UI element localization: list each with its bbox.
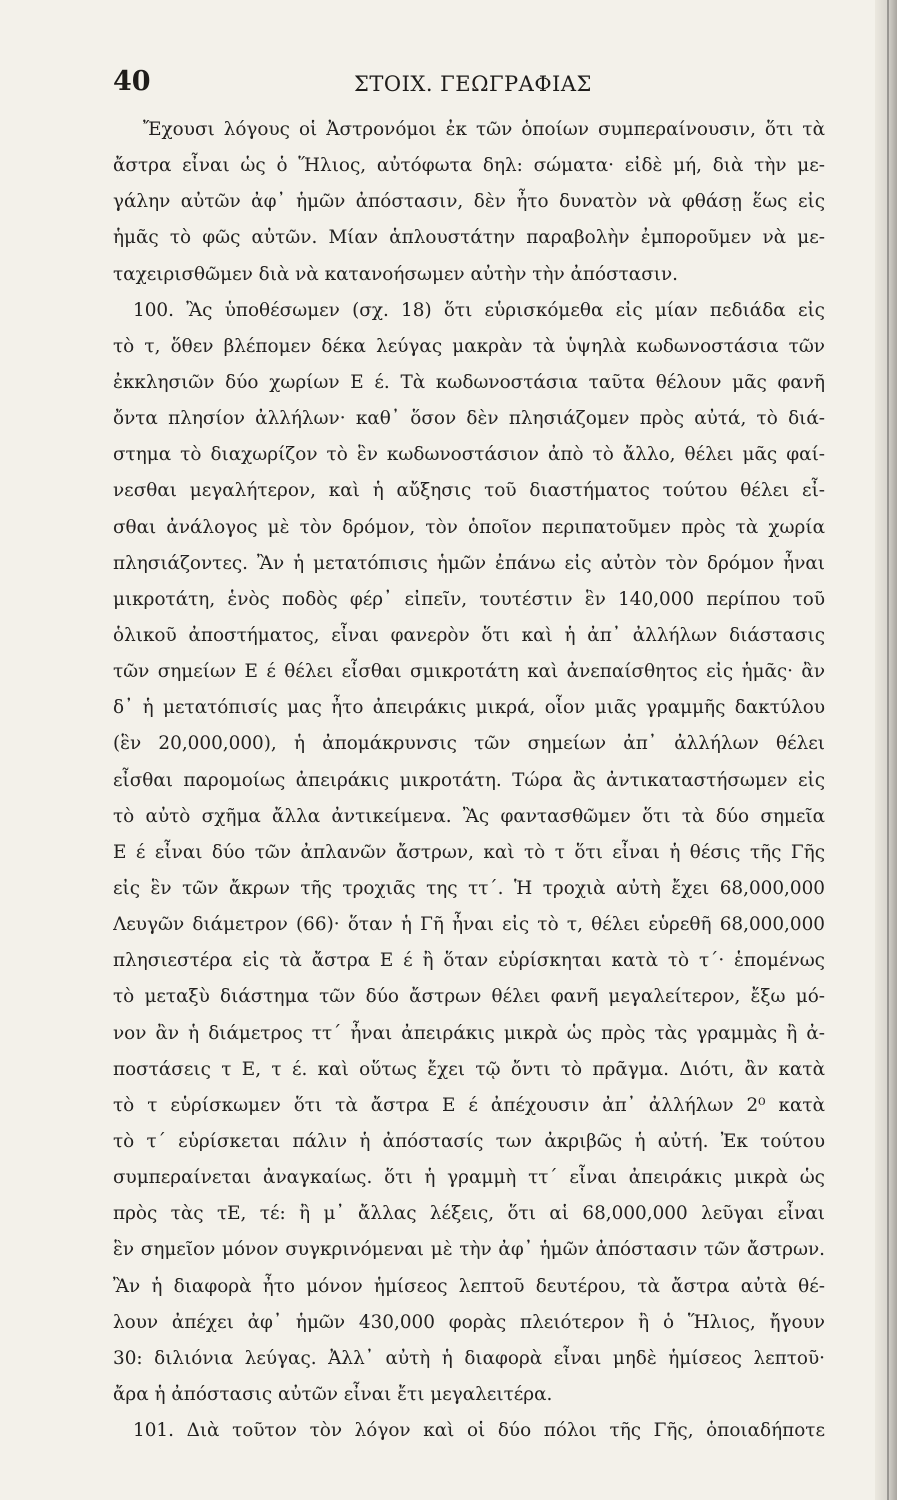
page-header [113, 66, 823, 106]
text-line: συμπεραίνεται ἀναγκαίως. ὅτι ἡ γραμμὴ ττ΄ εἶναι ἀπειράκις μικρὰ ὡς [113, 1167, 825, 1189]
paragraph-100-start: 100. Ἂς ὑποθέσωμεν (σχ. 18) ὅτι εὑρισκόμεθα εἰς μίαν πεδιάδα εἰς [133, 299, 825, 321]
text-line: ταχειρισθῶμεν διὰ νὰ κατανοήσωμεν αὐτὴν τὴν ἀπόστασιν. [113, 263, 679, 285]
page-edge-shadow [875, 0, 897, 1500]
text-line: τὸ μεταξὺ διάστημα τῶν δύο ἄστρων θέλει φανῆ μεγαλείτερον, ἔξω μό- [113, 986, 825, 1008]
text-line: ποστάσεις τ Ε, τ έ. καὶ οὕτως ἔχει τῷ ὄντι τὸ πρᾶγμα. Διότι, ἂν κατὰ [113, 1058, 825, 1080]
text-line: τὸ τ εὑρίσκωμεν ὅτι τὰ ἄστρα Ε έ ἀπέχουσιν ἀπ᾽ ἀλλήλων 2⁰ κατὰ [113, 1094, 825, 1116]
text-line: μικροτάτη, ἑνὸς ποδὸς φέρ᾽ εἰπεῖν, τουτέστιν ἓν 140,000 περίπου τοῦ [113, 588, 825, 610]
text-line: τὸ τ, ὅθεν βλέπομεν δέκα λεύγας μακρὰν τὰ ὑψηλὰ κωδωνοστάσια τῶν [113, 335, 825, 357]
text-line: γάλην αὐτῶν ἀφ᾽ ἡμῶν ἀπόστασιν, δὲν ἦτο δυνατὸν νὰ φθάσῃ ἕως εἰς [113, 191, 825, 213]
text-line: εἰς ἓν τῶν ἄκρων τῆς τροχιᾶς της ττ΄. Ἡ τροχιὰ αὐτὴ ἔχει 68,000,000 [113, 877, 825, 899]
text-line: ὁλικοῦ ἀποστήματος, εἶναι φανερὸν ὅτι καὶ ἡ ἀπ᾽ ἀλλήλων διάστασις [113, 624, 825, 646]
body-text [113, 112, 825, 1449]
text-line: λουν ἀπέχει ἀφ᾽ ἡμῶν 430,000 φορὰς πλειότερον ἢ ὁ Ἥλιος, ἤγουν [113, 1311, 825, 1333]
text-line: δ᾽ ἡ μετατόπισίς μας ἦτο ἀπειράκις μικρά, οἷον μιᾶς γραμμῆς δακτύλου [113, 697, 825, 719]
text-line: νεσθαι μεγαλήτερον, καὶ ἡ αὔξησις τοῦ διαστήματος τούτου θέλει εἶ- [113, 480, 825, 502]
text-line: τῶν σημείων Ε έ θέλει εἶσθαι σμικροτάτη καὶ ἀνεπαίσθητος εἰς ἡμᾶς· ἂν [113, 661, 825, 683]
paragraph-101-start: 101. Διὰ τοῦτον τὸν λόγον καὶ οἱ δύο πόλοι τῆς Γῆς, ὁποιαδήποτε [133, 1420, 825, 1442]
text-line: τὸ αὐτὸ σχῆμα ἄλλα ἀντικείμενα. Ἂς φαντασθῶμεν ὅτι τὰ δύο σημεῖα [113, 805, 825, 827]
text-line: 30: διλιόνια λεύγας. Ἀλλ᾽ αὐτὴ ἡ διαφορὰ εἶναι μηδὲ ἡμίσεος λεπτοῦ· [113, 1347, 825, 1369]
text-line: Ε έ εἶναι δύο τῶν ἀπλανῶν ἄστρων, καὶ τὸ τ ὅτι εἶναι ἡ θέσις τῆς Γῆς [113, 841, 825, 863]
text-line: ἄρα ἡ ἀπόστασις αὐτῶν εἶναι ἔτι μεγαλειτέρα. [113, 1383, 553, 1405]
page-number: 40 [113, 66, 151, 97]
page-edge-line [887, 0, 889, 1500]
text-line: σθαι ἀνάλογος μὲ τὸν δρόμον, τὸν ὁποῖον περιπατοῦμεν πρὸς τὰ χωρία [113, 516, 825, 538]
text-line: πλησιεστέρα εἰς τὰ ἄστρα Ε έ ἢ ὅταν εὑρίσκηται κατὰ τὸ τ΄· ἑπομένως [113, 950, 825, 972]
text-line: ὄντα πλησίον ἀλλήλων· καθ᾽ ὅσον δὲν πλησιάζομεν πρὸς αὐτά, τὸ διά- [113, 408, 825, 430]
text-line: ἄστρα εἶναι ὡς ὁ Ἥλιος, αὐτόφωτα δηλ: σώματα· εἰδὲ μή, διὰ τὴν με- [113, 155, 825, 177]
text-line: ἐκκλησιῶν δύο χωρίων Ε έ. Τὰ κωδωνοστάσια ταῦτα θέλουν μᾶς φανῆ [113, 371, 825, 393]
text-line: Ἂν ἡ διαφορὰ ἦτο μόνον ἡμίσεος λεπτοῦ δευτέρου, τὰ ἄστρα αὐτὰ θέ- [113, 1275, 825, 1297]
text-line: ἓν σημεῖον μόνον συγκρινόμεναι μὲ τὴν ἀφ᾽ ἡμῶν ἀπόστασιν τῶν ἄστρων. [113, 1239, 825, 1261]
running-head: ΣΤΟΙΧ. ΓΕΩΓΡΑΦΙΑΣ [354, 72, 592, 96]
text-line: (ἓν 20,000,000), ἡ ἀπομάκρυνσις τῶν σημείων ἀπ᾽ ἀλλήλων θέλει [113, 733, 825, 755]
text-line: στημα τὸ διαχωρίζον τὸ ἓν κωδωνοστάσιον ἀπὸ τὸ ἄλλο, θέλει μᾶς φαί- [113, 444, 825, 466]
text-line: τὸ τ΄ εὑρίσκεται πάλιν ἡ ἀπόστασίς των ἀκριβῶς ἡ αὐτή. Ἐκ τούτου [113, 1130, 825, 1152]
text-line: Λευγῶν διάμετρον (66)· ὅταν ἡ Γῆ ἦναι εἰς τὸ τ, θέλει εὑρεθῆ 68,000,000 [113, 914, 825, 936]
text-line: Ἔχουσι λόγους οἱ Ἀστρονόμοι ἐκ τῶν ὁποίων συμπεραίνουσιν, ὅτι τὰ [143, 119, 825, 140]
text-line: εἶσθαι παρομοίως ἀπειράκις μικροτάτη. Τώρα ἂς ἀντικαταστήσωμεν εἰς [113, 769, 825, 791]
text-line: ἡμᾶς τὸ φῶς αὐτῶν. Μίαν ἁπλουστάτην παραβολὴν ἐμποροῦμεν νὰ με- [113, 227, 825, 249]
text-line: πλησιάζοντες. Ἂν ἡ μετατόπισις ἡμῶν ἐπάνω εἰς αὐτὸν τὸν δρόμον ἦναι [113, 552, 825, 574]
text-line: πρὸς τὰς τΕ, τέ: ἢ μ᾽ ἄλλας λέξεις, ὅτι αἱ 68,000,000 λεῦγαι εἶναι [113, 1203, 825, 1225]
text-line: νον ἂν ἡ διάμετρος ττ΄ ἦναι ἀπειράκις μικρὰ ὡς πρὸς τὰς γραμμὰς ἢ ἀ- [113, 1022, 825, 1044]
